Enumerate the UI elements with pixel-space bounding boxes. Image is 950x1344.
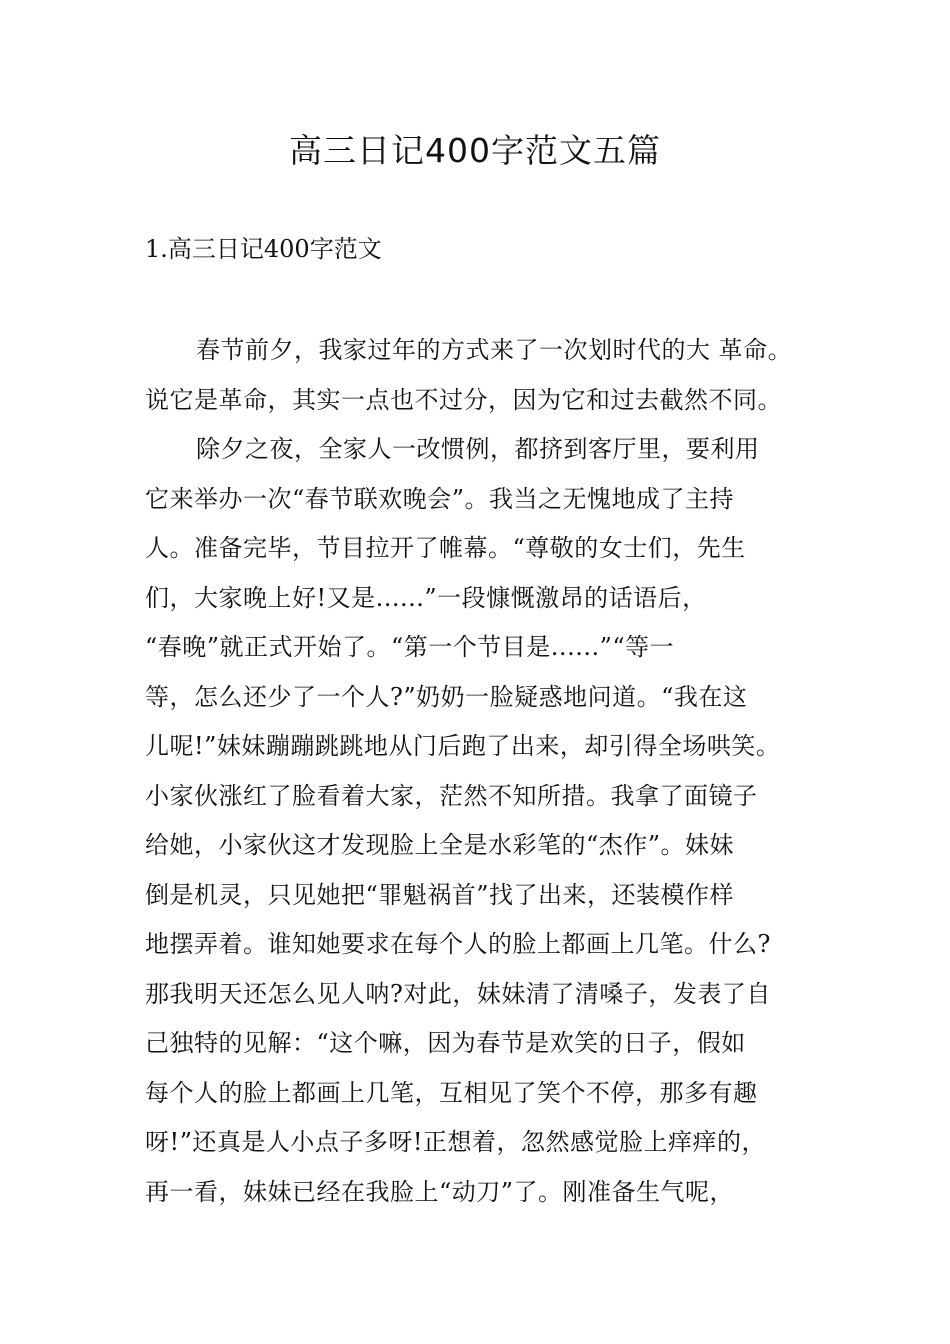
paragraph-line: 们，大家晚上好!又是......”一段慷慨激昂的话语后， [145, 583, 707, 612]
paragraph-line: 每个人的脸上都画上几笔，互相见了笑个不停，那多有趣 [145, 1078, 758, 1107]
paragraph-line: 等，怎么还少了一个人?”奶奶一脸疑惑地问道。“我在这 [145, 682, 748, 711]
paragraph-line: 倒是机灵，只见她把“罪魁祸首”找了出来，还装模作样 [145, 880, 735, 909]
paragraph-line: 人。准备完毕，节目拉开了帷幕。“尊敬的女士们，先生 [145, 534, 746, 562]
paragraph-line: “春晚”就正式开始了。“第一个节目是......”“等一 [145, 633, 675, 661]
paragraph-line: 它来举办一次“春节联欢晚会”。我当之无愧地成了主持 [145, 484, 735, 513]
paragraph-line: 地摆弄着。谁知她要求在每个人的脸上都画上几笔。什么? [145, 930, 771, 958]
paragraph-line: 己独特的见解：“这个嘛，因为春节是欢笑的日子，假如 [145, 1029, 746, 1057]
article-body [145, 330, 835, 1221]
paragraph-line: 说它是革命，其实一点也不过分，因为它和过去截然不同。 [145, 385, 782, 414]
paragraph-line: 除夕之夜，全家人一改惯例，都挤到客厅里，要利用 [196, 435, 760, 463]
document-title: 高三日记400字范文五篇 [289, 131, 661, 170]
paragraph-line: 给她，小家伙这才发现脸上全是水彩笔的“杰作”。妹妹 [145, 831, 735, 859]
section-heading: 1.高三日记400字范文 [145, 235, 382, 263]
paragraph-line: 春节前夕，我家过年的方式来了一次划时代的大 革命。 [196, 336, 793, 364]
paragraph-line: 再一看，妹妹已经在我脸上“动刀”了。刚准备生气呢， [145, 1177, 735, 1206]
paragraph-line: 儿呢!”妹妹蹦蹦跳跳地从门后跑了出来，却引得全场哄笑。 [145, 732, 781, 760]
paragraph-line: 那我明天还怎么见人呐?对此，妹妹清了清嗓子，发表了自 [145, 979, 771, 1008]
paragraph-line: 呀!”还真是人小点子多呀!正想着，忽然感觉脸上痒痒的， [145, 1128, 767, 1156]
paragraph-line: 小家伙涨红了脸看着大家，茫然不知所措。我拿了面镜子 [145, 781, 758, 810]
